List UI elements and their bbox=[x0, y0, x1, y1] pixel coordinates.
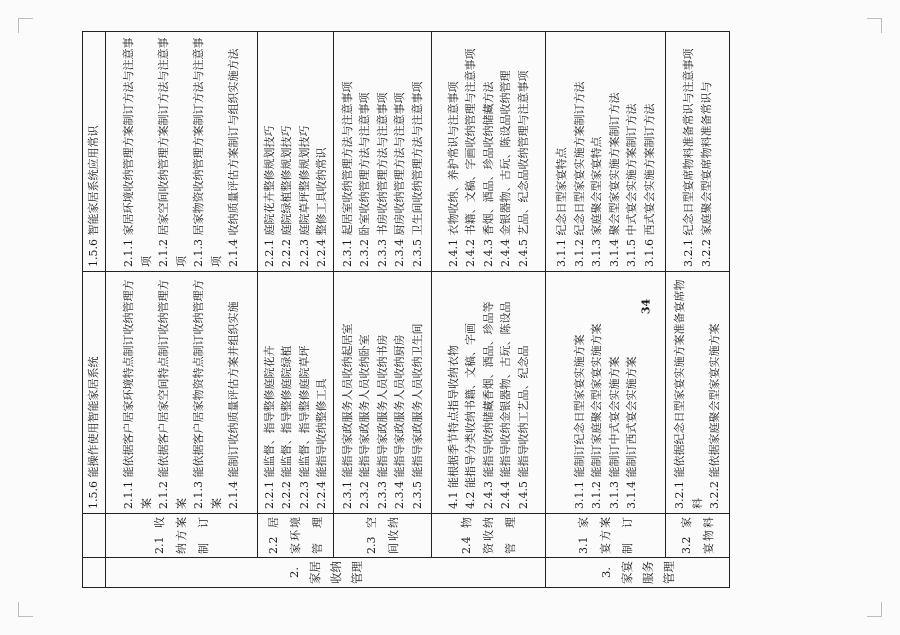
ability-item: 2.1.1 能依据客户居家环境特点制订收纳管理方案 bbox=[122, 279, 153, 509]
page-number: 34 bbox=[639, 298, 653, 315]
empty-cell bbox=[83, 514, 106, 558]
knowledge-cell bbox=[432, 32, 546, 272]
ability-cell bbox=[666, 272, 730, 514]
table-row bbox=[432, 32, 546, 588]
ability-item: 4.2 能指导分类收纳书籍、文稿、字画 bbox=[464, 323, 478, 509]
table-row bbox=[666, 32, 730, 588]
ability-item: 2.4.4 能指导收纳金银器物、古玩、陈设品 bbox=[499, 301, 513, 509]
group-cell: 2.3 空间收纳 bbox=[334, 514, 432, 558]
ability-item: 2.3.1 能指导家政服务人员收纳起居室 bbox=[340, 323, 354, 509]
ability-item: 4.1 能根据季节特点指导收纳衣物 bbox=[446, 345, 460, 509]
ability-item: 2.3.5 能指导家政服务人员收纳卫生间 bbox=[410, 323, 424, 509]
group-cell: 2.1 收纳方案制订 bbox=[106, 514, 258, 558]
knowledge-item: 3.1.5 中式宴会实施方案制订方法 bbox=[625, 103, 638, 267]
knowledge-item: 2.2.2 庭院绿植整修规划技巧 bbox=[280, 125, 293, 267]
ability-cell bbox=[334, 272, 432, 514]
group-cell: 2.4 物资收纳管理 bbox=[432, 514, 546, 558]
knowledge-item: 2.1.1 家居环境收纳管理方案制订方法与注意事项 bbox=[122, 37, 153, 267]
ability-item: 2.3.3 能指导家政服务人员收纳书房 bbox=[375, 334, 389, 509]
knowledge-item: 3.1.3 家庭聚会型家宴特点 bbox=[590, 136, 603, 267]
knowledge-cell bbox=[258, 32, 334, 272]
knowledge-item: 2.2.1 庭院花卉整修规划技巧 bbox=[262, 125, 276, 267]
ability-item: 3.1.3 能制订中式宴会实施方案 bbox=[607, 356, 621, 509]
ability-item: 3.1.2 能制订家庭聚会型家宴实施方案 bbox=[590, 323, 603, 509]
ability-item: 2.2.3 能监督、指导整修庭院草坪 bbox=[297, 345, 311, 509]
knowledge-item: 2.3.4 厨房收纳管理方法与注意事项 bbox=[393, 92, 407, 267]
ability-item: 2.2.4 能指导收纳整修工具 bbox=[315, 378, 328, 509]
knowledge-item: 2.2.4 整修工具收纳常识 bbox=[315, 147, 328, 267]
empty-cell bbox=[83, 558, 106, 588]
knowledge-item: 3.2.2 家庭聚会型宴席物料准备常识与 bbox=[699, 81, 713, 267]
knowledge-item: 2.3.2 卧室收纳管理方法与注意事项 bbox=[358, 92, 372, 267]
knowledge-item: 3.1.4 聚会型家宴实施方案制订方法 bbox=[607, 92, 621, 267]
knowledge-cell bbox=[334, 32, 432, 272]
table-row bbox=[106, 32, 258, 588]
table-row bbox=[258, 32, 334, 588]
section-cell: 3. 家宴服务管理 bbox=[546, 558, 730, 588]
ability-item: 2.1.2 能依据客户居家空间特点制订收纳管理方案 bbox=[157, 279, 188, 509]
knowledge-item: 2.1.2 居家空间收纳管理方案制订方法与注意事项 bbox=[157, 37, 188, 267]
ability-item: 2.2.1 能监督、指导整修庭院花卉 bbox=[262, 345, 276, 509]
ability-item: 2.4.3 能指导收纳储藏香烟、酒品、珍品等 bbox=[481, 301, 495, 509]
crop-mark-bottom-right bbox=[867, 602, 882, 617]
ability-item: 3.1.1 能制订纪念日型家宴实施方案 bbox=[572, 334, 586, 509]
knowledge-item: 3.2.1 纪念日型宴席物料准备常识与注意事项 bbox=[682, 48, 695, 267]
knowledge-item: 2.4.3 香烟、酒品、珍品收纳储藏方法 bbox=[481, 81, 495, 267]
knowledge-item: 2.2.3 庭院草坪整修规划技巧 bbox=[297, 125, 311, 267]
ability-item: 2.2.2 能监督、指导整修庭院绿植 bbox=[280, 345, 293, 509]
ability-item: 2.1.3 能依据客户居家物资特点制订收纳管理方案 bbox=[192, 279, 223, 509]
table-row-top bbox=[83, 32, 106, 588]
table-row bbox=[334, 32, 432, 588]
ability-item: 2.1.4 能制订收纳质量评估方案并组织实施 bbox=[227, 301, 241, 509]
group-cell: 2.2 居家环境管理 bbox=[258, 514, 334, 558]
knowledge-item: 2.1.4 收纳质量评估方案制订与组织实施方法 bbox=[227, 48, 241, 267]
knowledge-cell bbox=[546, 32, 666, 272]
section-cell: 2. 家居收纳管理 bbox=[106, 558, 546, 588]
knowledge-item: 3.1.6 西式宴会实施方案制订方法 bbox=[642, 103, 656, 267]
knowledge-item: 2.4.4 金银器物、古玩、陈设品收纳管理 bbox=[499, 70, 513, 267]
skill-standard-table bbox=[82, 31, 730, 588]
crop-mark-bottom-left bbox=[18, 602, 33, 617]
group-cell: 3.1 家宴方案制订 bbox=[546, 514, 666, 558]
knowledge-item: 3.1.1 纪念日型家宴特点 bbox=[555, 147, 568, 267]
ability-item: 3.2.1 能依据纪念日型家宴实施方案准备宴席物料 bbox=[673, 279, 704, 509]
knowledge-item: 2.1.3 居家物资收纳管理方案制订方法与注意事项 bbox=[192, 37, 223, 267]
ability-cell bbox=[258, 272, 334, 514]
top-ability-cell: 1.5.6 能操作使用智能家居系统 bbox=[83, 272, 106, 514]
top-knowledge-cell: 1.5.6 智能家居系统应用常识 bbox=[83, 32, 106, 272]
knowledge-cell bbox=[666, 32, 730, 272]
ability-item: 2.3.2 能指导家政服务人员收纳卧室 bbox=[358, 334, 372, 509]
knowledge-item: 2.3.5 卫生间收纳管理方法与注意事项 bbox=[410, 81, 424, 267]
ability-item: 3.2.2 能依据家庭聚会型家宴实施方案 bbox=[708, 323, 722, 509]
ability-item: 2.4.5 能指导收纳工艺品、纪念品 bbox=[516, 345, 530, 509]
ability-cell bbox=[106, 272, 258, 514]
knowledge-item: 3.1.2 纪念日型家宴实施方案制订方法 bbox=[572, 81, 586, 267]
rotated-page bbox=[82, 32, 758, 588]
ability-item: 3.1.4 能制订西式宴会实施方案 bbox=[625, 356, 638, 509]
ability-item: 2.3.4 能指导家政服务人员收纳厨房 bbox=[393, 334, 407, 509]
ability-cell bbox=[432, 272, 546, 514]
knowledge-item: 2.3.3 书房收纳管理方法与注意事项 bbox=[375, 92, 389, 267]
knowledge-item: 2.4.2 书籍、文稿、字画收纳管理与注意事项 bbox=[464, 48, 478, 267]
group-cell: 3.2 家宴物料 bbox=[666, 514, 730, 558]
knowledge-item: 2.4.5 艺品、纪念品收纳管理与注意事项 bbox=[516, 70, 530, 267]
crop-mark-top-left bbox=[18, 18, 33, 33]
knowledge-item: 2.3.1 起居室收纳管理方法与注意事项 bbox=[340, 81, 354, 267]
knowledge-item: 2.4.1 衣物收纳、养护常识与注意事项 bbox=[446, 81, 460, 267]
knowledge-cell bbox=[106, 32, 258, 272]
crop-mark-top-right bbox=[867, 18, 882, 33]
